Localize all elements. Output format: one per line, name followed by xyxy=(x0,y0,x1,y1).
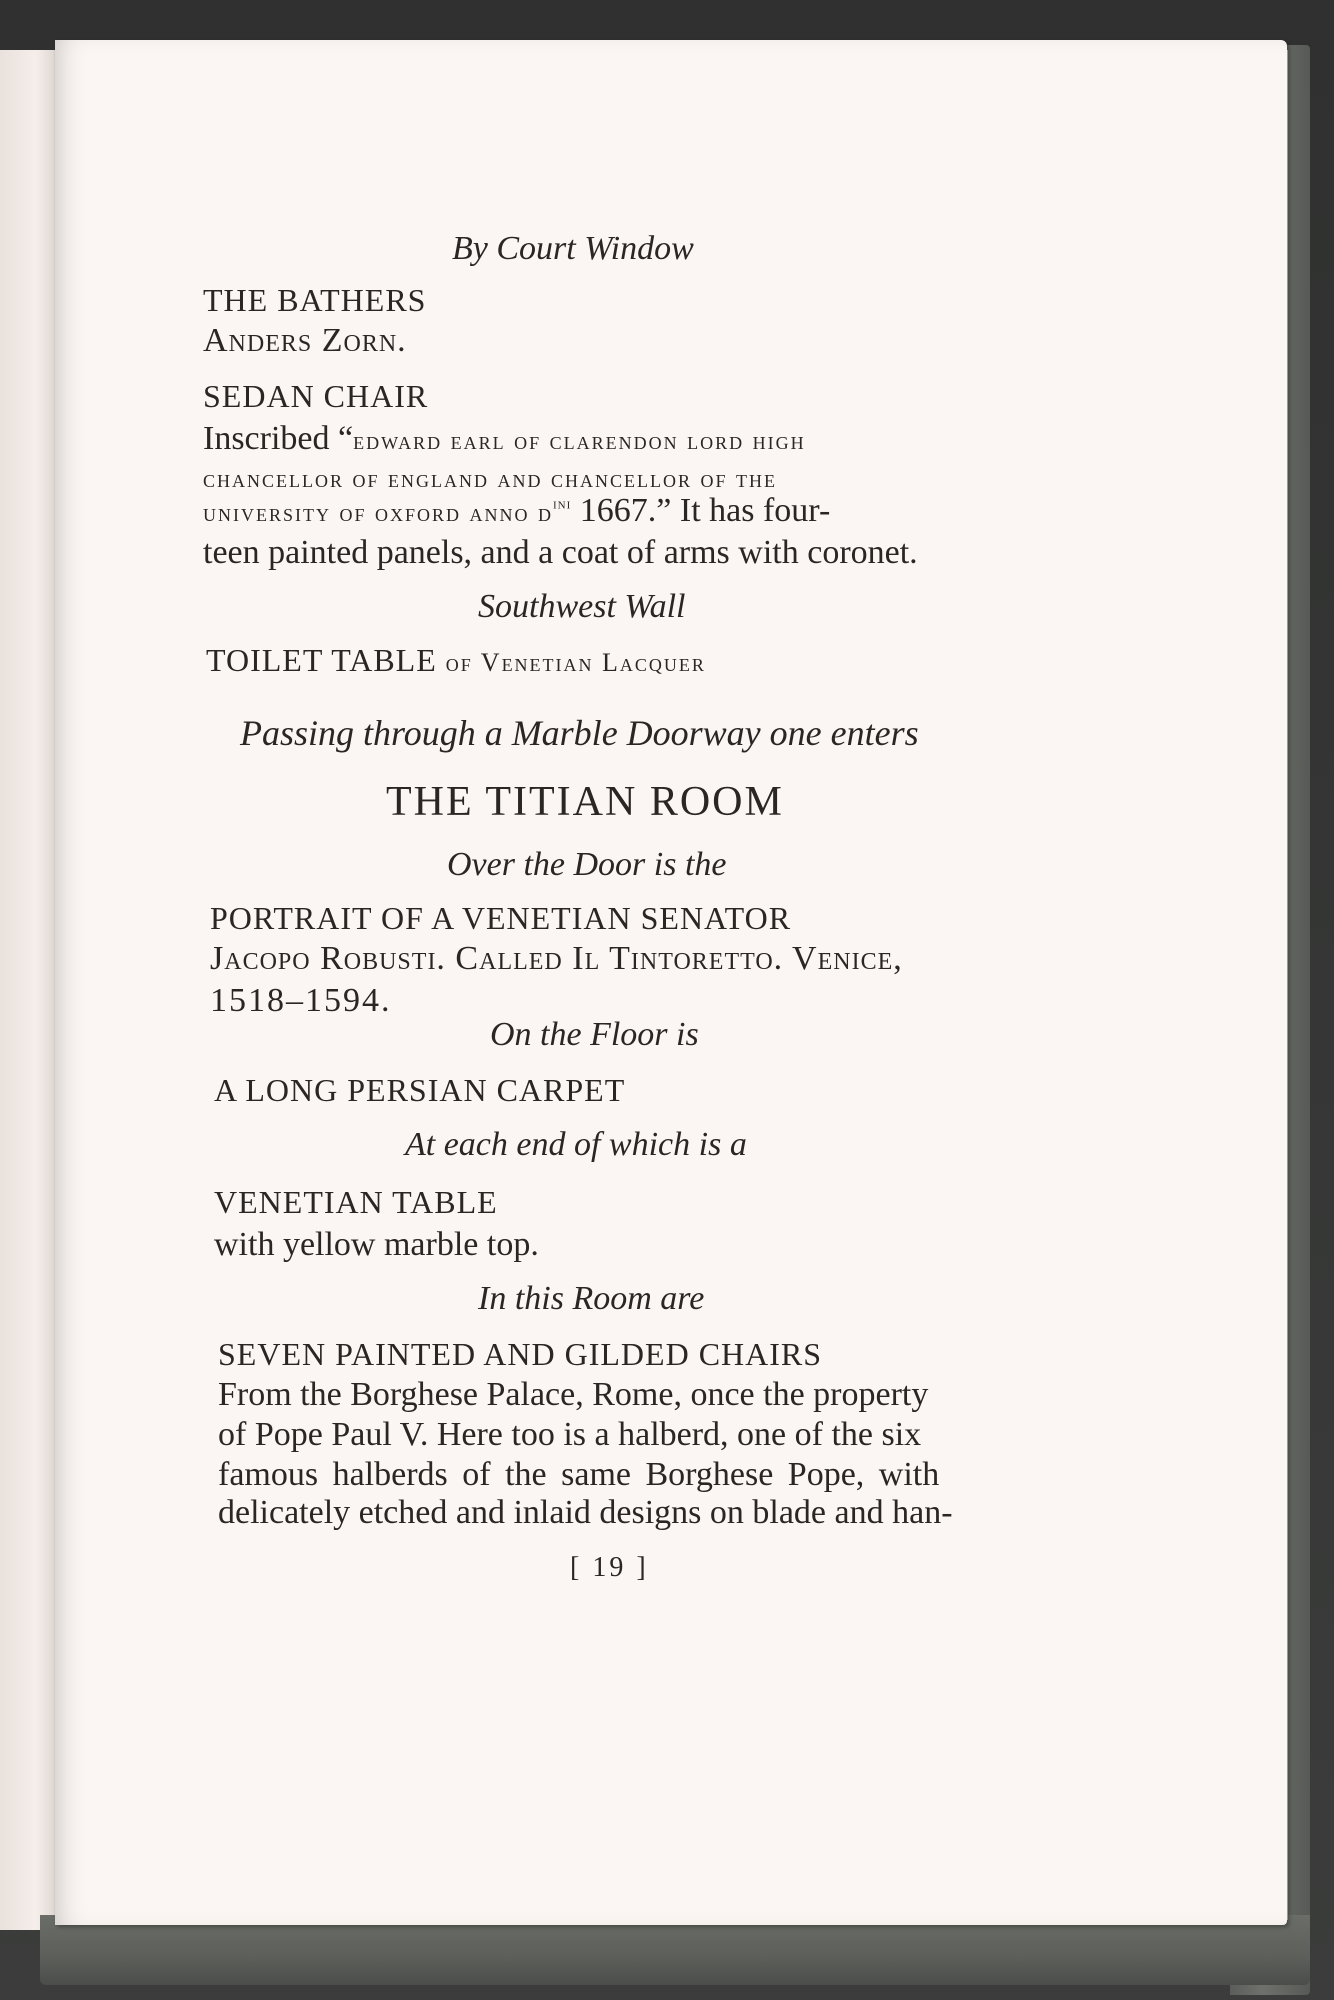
item-title-toilet-table xyxy=(206,642,706,679)
item-title-bathers: THE BATHERS xyxy=(203,282,427,318)
facing-page-edge xyxy=(0,50,60,1930)
sedan-line1-caps: edward earl of clarendon lord high xyxy=(353,426,806,455)
sedan-line1-lead: Inscribed “ xyxy=(203,420,354,457)
item-title-gilded-chairs: SEVEN PAINTED AND GILDED CHAIRS xyxy=(218,1336,823,1372)
item-title-portrait: PORTRAIT OF A VENETIAN SENATOR xyxy=(210,900,792,936)
section-heading-court-window: By Court Window xyxy=(452,230,694,267)
sedan-line3-caps: university of oxford anno d xyxy=(203,498,554,527)
sedan-inscription-line-3 xyxy=(203,492,830,530)
passing-through-line: Passing through a Marble Doorway one enters xyxy=(240,713,919,753)
toilet-table-title: TOILET TABLE xyxy=(206,642,437,678)
portrait-artist-line: Jacopo Robusti. Called Il Tintoretto. Venice, xyxy=(210,940,903,977)
sedan-line3-superscript: ini xyxy=(553,496,572,513)
sedan-inscription-line-1 xyxy=(203,420,806,458)
sedan-inscription-line-2: chancellor of england and chancellor of the xyxy=(203,464,777,493)
section-heading-over-door: Over the Door is the xyxy=(447,846,727,883)
item-artist-zorn: Anders Zorn. xyxy=(203,322,407,359)
section-heading-each-end: At each end of which is a xyxy=(405,1126,747,1163)
chairs-description-line-1: From the Borghese Palace, Rome, once the property xyxy=(218,1376,929,1413)
portrait-dates: 1518–1594. xyxy=(210,982,392,1019)
chairs-description-line-3: famous halberds of the same Borghese Pope, with xyxy=(218,1456,940,1493)
chairs-description-line-2: of Pope Paul V. Here too is a halberd, one of the six xyxy=(218,1416,922,1453)
section-heading-on-floor: On the Floor is xyxy=(490,1016,699,1053)
venetian-table-description: with yellow marble top. xyxy=(214,1226,539,1263)
toilet-table-suffix: of Venetian Lacquer xyxy=(445,648,706,677)
sedan-line3-tail: 1667.” It has four- xyxy=(571,492,831,529)
item-title-venetian-table: VENETIAN TABLE xyxy=(214,1184,498,1220)
cover-board-bottom xyxy=(40,1915,1310,1985)
section-heading-southwest-wall: Southwest Wall xyxy=(478,588,686,625)
item-title-persian-carpet: A LONG PERSIAN CARPET xyxy=(214,1072,626,1108)
page-number: [ 19 ] xyxy=(570,1552,649,1583)
room-title: THE TITIAN ROOM xyxy=(386,779,784,825)
chairs-description-line-4: delicately etched and inlaid designs on blade and han- xyxy=(218,1494,953,1531)
item-title-sedan-chair: SEDAN CHAIR xyxy=(203,378,429,414)
section-heading-in-room: In this Room are xyxy=(478,1280,705,1317)
sedan-description-line-4: teen painted panels, and a coat of arms with coronet. xyxy=(203,534,918,571)
